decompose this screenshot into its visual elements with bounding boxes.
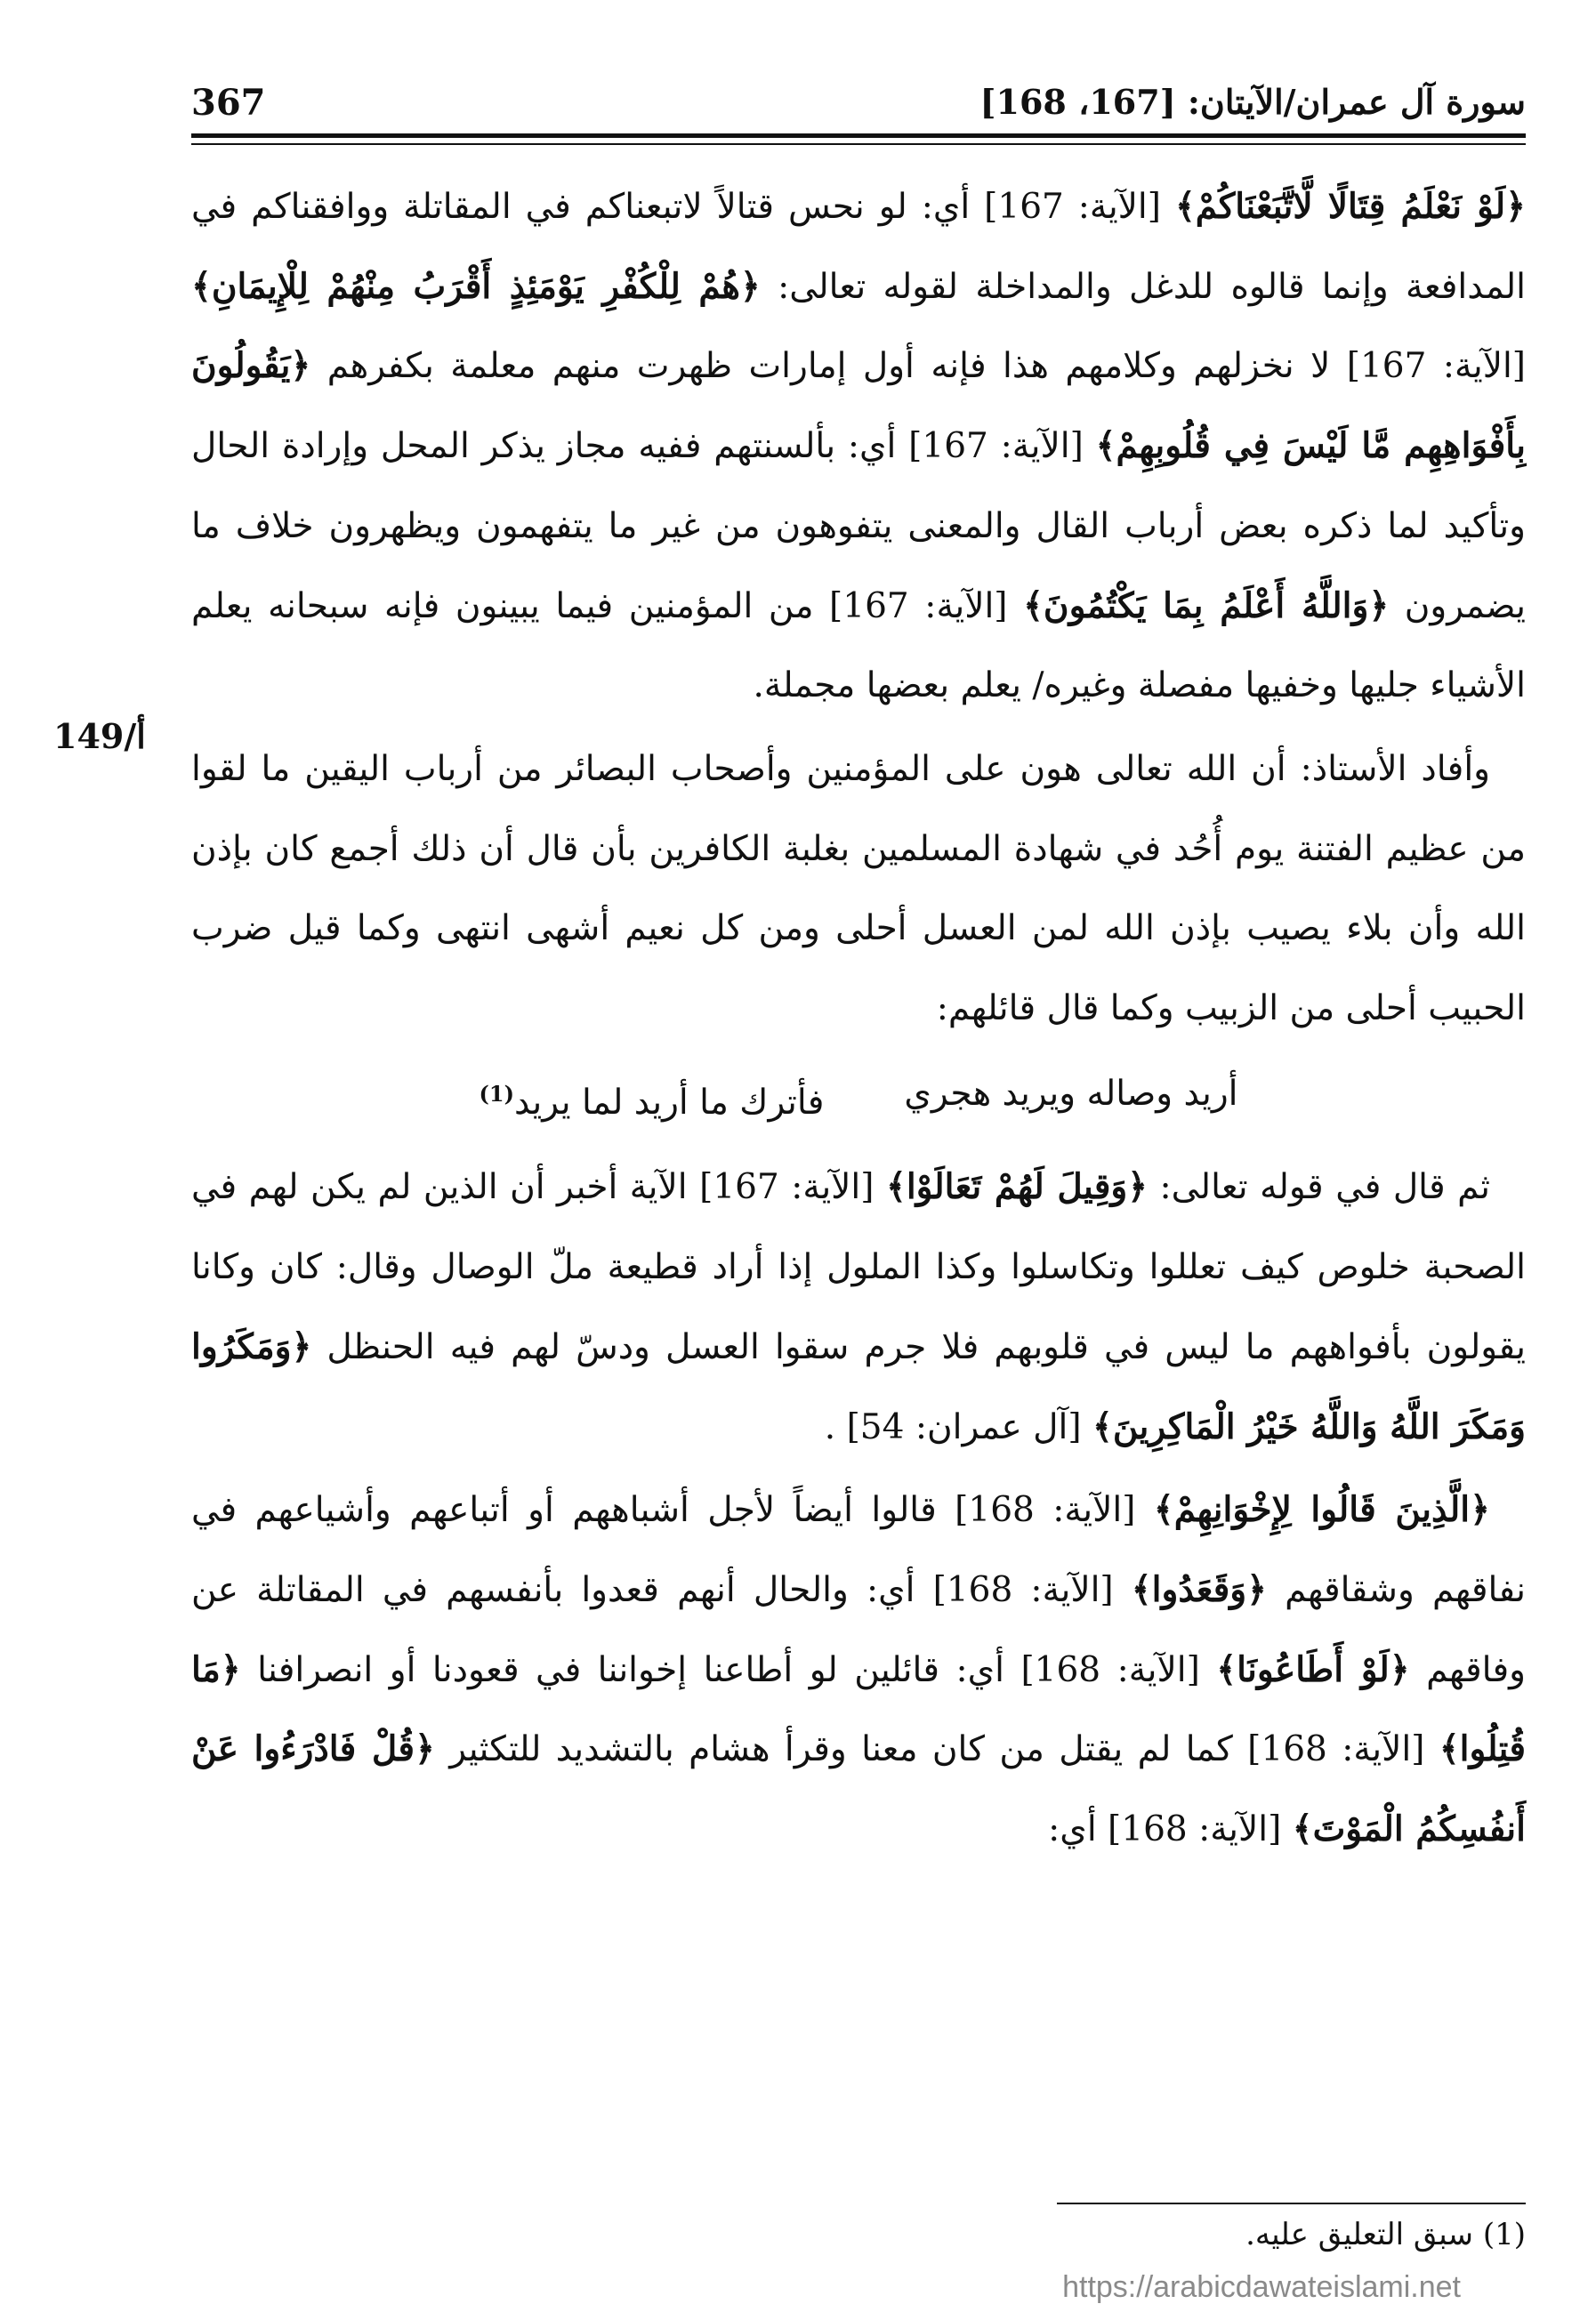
paragraph-text: وأفاد الأستاذ: أن الله تعالى هون على المؤمنين وأصحاب البصائر من أرباب اليقين ما لقوا من عظيم الفتنة يوم أُحُد في شهادة المسلمين بغلبة الكافرين بأن قال أن ذلك أجمع كان بإذن الله وأن بلاء يصيب بإذن الله لمن العسل أحلى ومن كل نعيم أشهى انتهى وكما قيل ضرب الحبيب أحلى من الزبيب وكما قال قائلهم: bbox=[191, 748, 1526, 1029]
paragraph-text: [الآية: 167] الآية أخبر أن الذين لم يكن لهم في الصحبة خلوص كيف تعللوا وتكاسلوا وكذا الملول إذا أراد قطيعة ملّ الوصال وقال: كان وكانا يقولون بأفواههم ما ليس في قلوبهم فلا جرم سقوا العسل ودسّ لهم فيه الحنظل bbox=[191, 1167, 1526, 1367]
quran-verse-quote: ﴿وَقِيلَ لَهُمْ تَعَالَوْا﴾ bbox=[885, 1166, 1149, 1208]
header-rule-thin bbox=[191, 143, 1526, 145]
paragraph-p3 bbox=[191, 1148, 1526, 1467]
quran-verse-quote: ﴿هُمْ لِلْكُفْرِ يَوْمَئِذٍ أَقْرَبُ مِنْهُمْ لِلْإِيمَانِ﴾ bbox=[191, 265, 761, 307]
paragraph-text: ثم قال في قوله تعالى: bbox=[1148, 1167, 1490, 1208]
watermark-url: https://arabicdawateislami.net bbox=[1062, 2270, 1461, 2304]
header-rule-thick bbox=[191, 133, 1526, 138]
header-title: سورة آل عمران/الآيتان: [167، 168] bbox=[979, 82, 1526, 122]
page-number: 367 bbox=[191, 82, 266, 124]
paragraph-text: [الآية: 168] قالوا أيضاً لأجل أشباههم أو أتباعهم وأشياعهم في نفاقهم وشقاقهم bbox=[191, 1490, 1526, 1610]
paragraph-text: [الآية: 167] أي: لو نحس قتالاً لاتبعناكم في المقاتلة ووافقناكم في المدافعة وإنما قالوه للدغل والمداخلة لقوله تعالى: bbox=[191, 187, 1526, 307]
quran-verse-quote: ﴿يَقُولُونَ بِأَفْوَاهِهِم مَّا لَيْسَ فِي قُلُوبِهِمْ﴾ bbox=[191, 345, 1526, 467]
paragraph-text: [الآية: 168] أي: قائلين لو أطاعنا إخواننا في قعودنا أو انصرافنا bbox=[240, 1649, 1217, 1690]
quran-verse-quote: ﴿لَوْ أَطَاعُونَا﴾ bbox=[1216, 1648, 1410, 1690]
paragraph-text: [الآية: 168] كما لم يقتل من كان معنا وقرأ هشام بالتشديد للتكثير bbox=[434, 1729, 1439, 1770]
verse-second-hemistich bbox=[480, 1054, 825, 1143]
main-text bbox=[191, 167, 1526, 1870]
quran-verse-quote: ﴿مَا قُتِلُوا﴾ bbox=[191, 1648, 1526, 1770]
paragraph-text: [الآية: 168] أي: والحال أنهم قعدوا بأنفسهم في المقاتلة عن وفاقهم bbox=[191, 1569, 1527, 1690]
paragraph-text: [الآية: 167] لا نخزلهم وكلامهم هذا فإنه أول إمارات ظهرت منهم معلمة بكفرهم bbox=[310, 346, 1527, 387]
paragraphs-after-verse bbox=[191, 1148, 1526, 1869]
paragraph-text: [الآية: 168] أي: bbox=[1048, 1809, 1293, 1850]
poetry-verse bbox=[191, 1054, 1526, 1143]
quran-verse-quote: ﴿وَقَعَدُوا﴾ bbox=[1131, 1568, 1267, 1610]
paragraph-text: [الآية: 167] من المؤمنين فيما يبينون فإنه سبحانه يعلم الأشياء جليها وخفيها مفصلة وغيره/ يعلم بعضها مجملة. bbox=[191, 585, 1526, 706]
quran-verse-quote: ﴿وَمَكَرُوا وَمَكَرَ اللَّهُ وَاللَّهُ خَيْرُ الْمَاكِرِينَ﴾ bbox=[191, 1325, 1526, 1447]
paragraph-text: [آل عمران: 54] . bbox=[824, 1406, 1092, 1447]
paragraph-text: [الآية: 167] أي: بألسنتهم ففيه مجاز يذكر المحل وإرادة الحال وتأكيد لما ذكره بعض أرباب القال والمعنى يتفوهون من غير ما يتفهمون ويظهرون خلاف ما يضمرون bbox=[191, 426, 1526, 626]
verse-second-text: فأترك ما أريد لما يريد bbox=[513, 1082, 825, 1123]
paragraph-p2 bbox=[191, 729, 1526, 1049]
margin-folio-note: 149/أ bbox=[53, 716, 146, 756]
footnote: (1) سبق التعليق عليه. bbox=[1245, 2217, 1526, 2252]
quran-verse-quote: ﴿وَاللَّهُ أَعْلَمُ بِمَا يَكْتُمُونَ﴾ bbox=[1023, 584, 1390, 626]
paragraph-p1 bbox=[191, 167, 1526, 726]
quran-verse-quote: ﴿الَّذِينَ قَالُوا لِإِخْوَانِهِمْ﴾ bbox=[1153, 1489, 1490, 1531]
paragraphs-before-verse bbox=[191, 167, 1526, 1049]
footnote-reference[interactable]: (1) bbox=[479, 1080, 514, 1107]
quran-verse-quote: ﴿قُلْ فَادْرَءُوا عَنْ أَنفُسِكُمُ الْمَوْتَ﴾ bbox=[191, 1728, 1526, 1850]
verse-first-text: أريد وصاله ويريد هجري bbox=[904, 1073, 1238, 1114]
quran-verse-quote: ﴿لَوْ نَعْلَمُ قِتَالًا لَّاتَّبَعْنَاكُمْ﴾ bbox=[1174, 186, 1526, 227]
running-header bbox=[191, 82, 1526, 135]
footnote-separator bbox=[1057, 2203, 1526, 2204]
verse-first-hemistich bbox=[904, 1054, 1237, 1143]
paragraph-p4 bbox=[191, 1470, 1526, 1870]
